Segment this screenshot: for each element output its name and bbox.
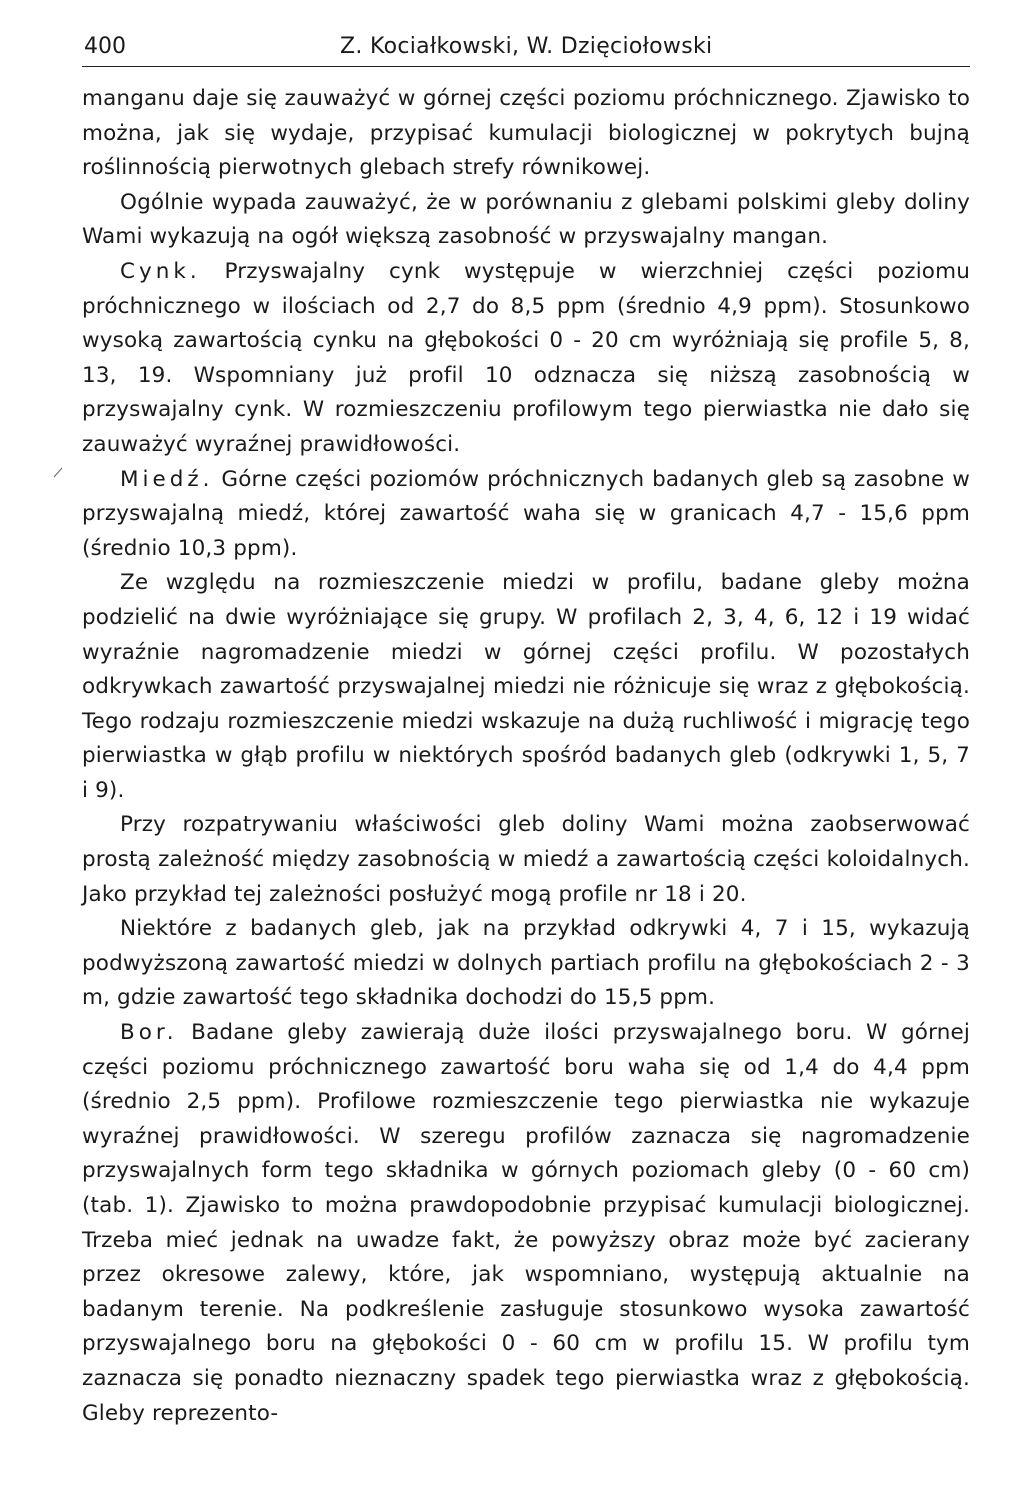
paragraph-text: manganu daje się zauważyć w górnej części poziomu próchnicznego. Zjawisko to można, jak się wydaje, przypisać kumulacji biologicznej w pokrytych bujną roślinnością pierwotnych glebach strefy równikowej. — [82, 86, 970, 181]
paragraph — [82, 1016, 970, 1431]
section-lead: Miedź. — [120, 466, 214, 492]
section-lead: Bor. — [120, 1020, 178, 1046]
body-text — [82, 82, 970, 1431]
paragraph — [82, 912, 970, 1016]
paragraph-text: Ogólnie wypada zauważyć, że w porównaniu z glebami polskimi gleby doliny Wami wykazują na ogół większą zasobność w przyswajalny mangan. — [82, 189, 970, 250]
margin-pencil-mark — [52, 466, 64, 478]
header-rule — [82, 66, 970, 67]
paragraph — [82, 566, 970, 808]
running-head: Z. Kociałkowski, W. Dzięciołowski — [340, 34, 713, 59]
paragraph — [82, 186, 970, 255]
page-header — [82, 30, 970, 64]
paragraph-text: Górne części poziomów próchnicznych badanych gleb są zasobne w przyswajalną miedź, której zawartość waha się w granicach 4,7 - 15,6 ppm (średnio 10,3 ppm). — [82, 466, 970, 561]
section-lead: Cynk. — [120, 258, 201, 284]
paragraph — [82, 82, 970, 186]
paragraph-text: Ze względu na rozmieszczenie miedzi w profilu, badane gleby można podzielić na dwie wyróżniające się grupy. W profilach 2, 3, 4, 6, 12 i 19 widać wyraźnie nagromadzenie miedzi w górnej części profilu. W pozostałych odkrywkach zawartość przyswajalnej miedzi nie różnicuje się wraz z głębokością. Tego rodzaju rozmieszczenie miedzi wskazuje na dużą ruchliwość i migrację tego pierwiastka w głąb profilu w niektórych spośród badanych gleb (odkrywki 1, 5, 7 i 9). — [82, 570, 970, 803]
paragraph-text: Badane gleby zawierają duże ilości przyswajalnego boru. W górnej części poziomu próchnicznego zawartość boru waha się od 1,4 do 4,4 ppm (średnio 2,5 ppm). Profilowe rozmieszczenie tego pierwiastka nie wykazuje wyraźnej prawidłowości. W szeregu profilów zaznacza się nagromadzenie przyswajalnych form tego składnika w górnych poziomach gleby (0 - 60 cm) (tab. 1). Zjawisko to można prawdopodobnie przypisać kumulacji biologicznej. Trzeba mieć jednak na uwadze fakt, że powyższy obraz może być zacierany przez okresowe zalewy, które, jak wspomniano, występują aktualnie na badanym terenie. Na podkreślenie zasługuje stosunkowo wysoka zawartość przyswajalnego boru na głębokości 0 - 60 cm w profilu 15. W profilu tym zaznacza się ponadto nieznaczny spadek tego pierwiastka wraz z głębokością. Gleby reprezento- — [82, 1020, 970, 1426]
paragraph — [82, 255, 970, 463]
paragraph-text: Przy rozpatrywaniu właściwości gleb doliny Wami można zaobserwować prostą zależność między zasobnością w miedź a zawartością części koloidalnych. Jako przykład tej zależności posłużyć mogą profile nr 18 i 20. — [82, 812, 970, 907]
paragraph — [82, 808, 970, 912]
page-number: 400 — [84, 34, 126, 59]
paragraph-text: Przyswajalny cynk występuje w wierzchniej części poziomu próchnicznego w ilościach od 2,7 do 8,5 ppm (średnio 4,9 ppm). Stosunkowo wysoką zawartością cynku na głębokości 0 - 20 cm wyróżniają się profile 5, 8, 13, 19. Wspomniany już profil 10 odznacza się niższą zasobnością w przyswajalny cynk. W rozmieszczeniu profilowym tego pierwiastka nie dało się zauważyć wyraźnej prawidłowości. — [82, 258, 970, 457]
paragraph — [82, 463, 970, 567]
paragraph-text: Niektóre z badanych gleb, jak na przykład odkrywki 4, 7 i 15, wykazują podwyższoną zawartość miedzi w dolnych partiach profilu na głębokościach 2 - 3 m, gdzie zawartość tego składnika dochodzi do 15,5 ppm. — [82, 916, 970, 1011]
